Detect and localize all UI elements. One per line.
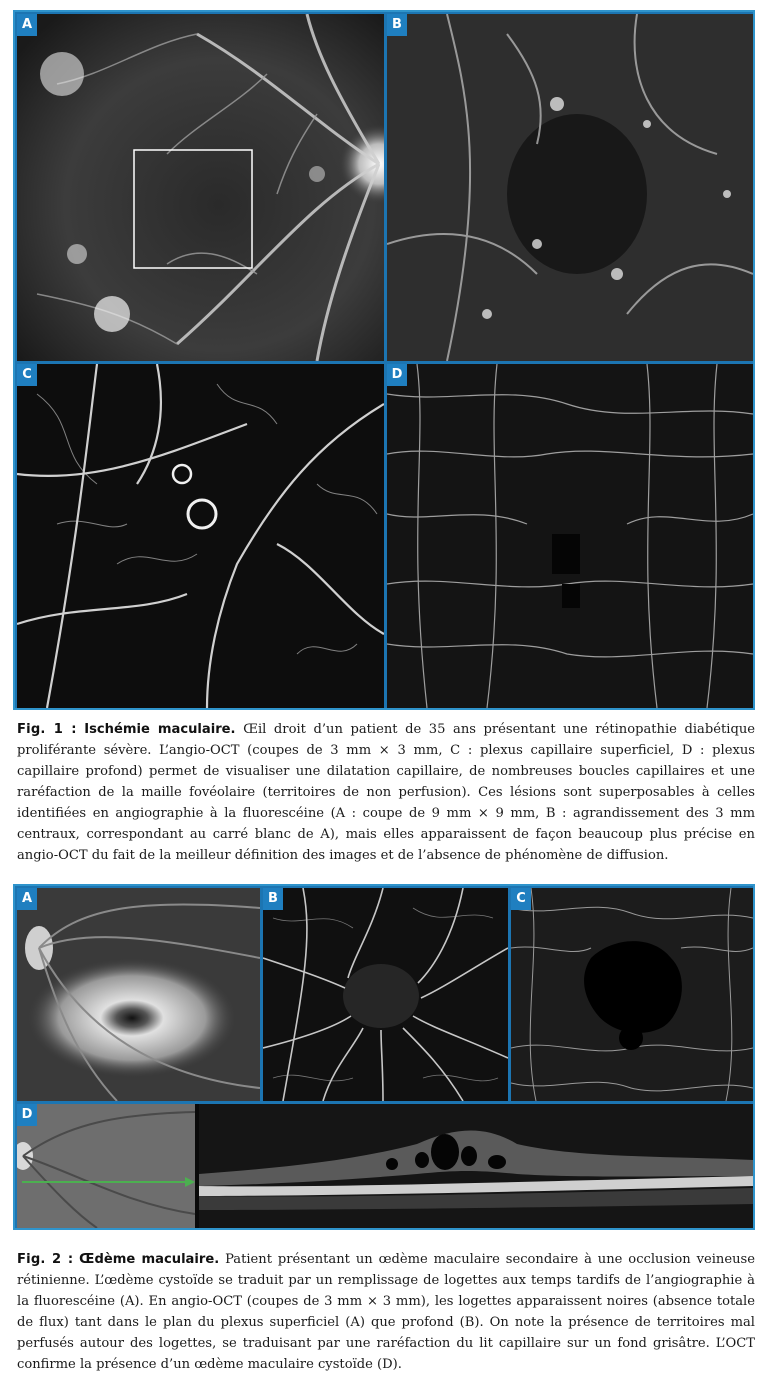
figure-1-caption [17,719,755,866]
figure-1-panel-b [387,14,753,361]
superficial-plexus-octa-image [263,888,508,1101]
figure-1-panel-c [17,364,384,708]
panel-label: B [263,888,283,910]
panel-label: C [17,364,37,386]
panel-label: C [511,888,531,910]
figure-2-panel-c [511,888,753,1101]
oct-bscan-image [17,1104,753,1228]
panel-label: D [387,364,407,386]
figure-1-caption-text: Œil droit d’un patient de 35 ans présentant une rétinopathie diabétique proliférante sévère. L’angio-OCT (coupes de 3 mm × 3 mm, C : plexus capillaire superficiel, D : plexus capillaire profond) permet de visualiser une dilatation capillaire, de nombreuses boucles capillaires et une raréfaction de la maille fovéolaire (territoires de non perfusion). Ces lésions sont superposables à celles identifiées en angiographie à la fluorescéine (A : coupe de 9 mm × 9 mm, B : agrandissement des 3 mm centraux, correspondant au carré blanc de A), mais elles apparaissent de façon beaucoup plus précise en angio-OCT du fait de la meilleur définition des images et de l’absence de phénomène de diffusion. [17,722,756,863]
figure-1-title: Ischémie maculaire. [84,722,236,737]
panel-label: A [17,888,37,910]
figure-1-number: Fig. 1 : [17,722,77,737]
figure-2-caption [17,1249,755,1375]
figure-2-frame [13,884,755,1230]
fluorescein-angiography-image [17,14,384,361]
figure-2-panel-a [17,888,260,1101]
panel-label: A [17,14,37,36]
figure-1-panel-a [17,14,384,361]
figure-2-panel-b [263,888,508,1101]
figure-1-frame [13,10,755,710]
figure-2-number: Fig. 2 : [17,1252,74,1267]
figure-2-title: Œdème maculaire. [79,1252,220,1267]
deep-plexus-octa-image [387,364,753,708]
deep-plexus-octa-image [511,888,753,1101]
superficial-plexus-octa-image [17,364,384,708]
late-fluorescein-image [17,888,260,1101]
figure-2-caption-text: Patient présentant un œdème maculaire secondaire à une occlusion veineuse rétinienne. L’œdème cystoïde se traduit par un remplissage de logettes aux temps tardifs de l’angiographie à la fluorescéine (A). En angio-OCT (coupes de 3 mm × 3 mm), les logettes apparaissent noires (absence totale de flux) tant dans le plan du plexus superficiel (A) que profond (B). On note la présence de territoires mal perfusés autour des logettes, se traduisant par une raréfaction du lit capillaire sur un fond grisâtre. L’OCT confirme la présence d’un œdème maculaire cystoïde (D). [17,1252,755,1372]
panel-label: D [17,1104,37,1126]
figure-1-panel-d [387,364,753,708]
fluorescein-zoom-image [387,14,753,361]
panel-label: B [387,14,407,36]
figure-2-panel-d [17,1104,753,1228]
